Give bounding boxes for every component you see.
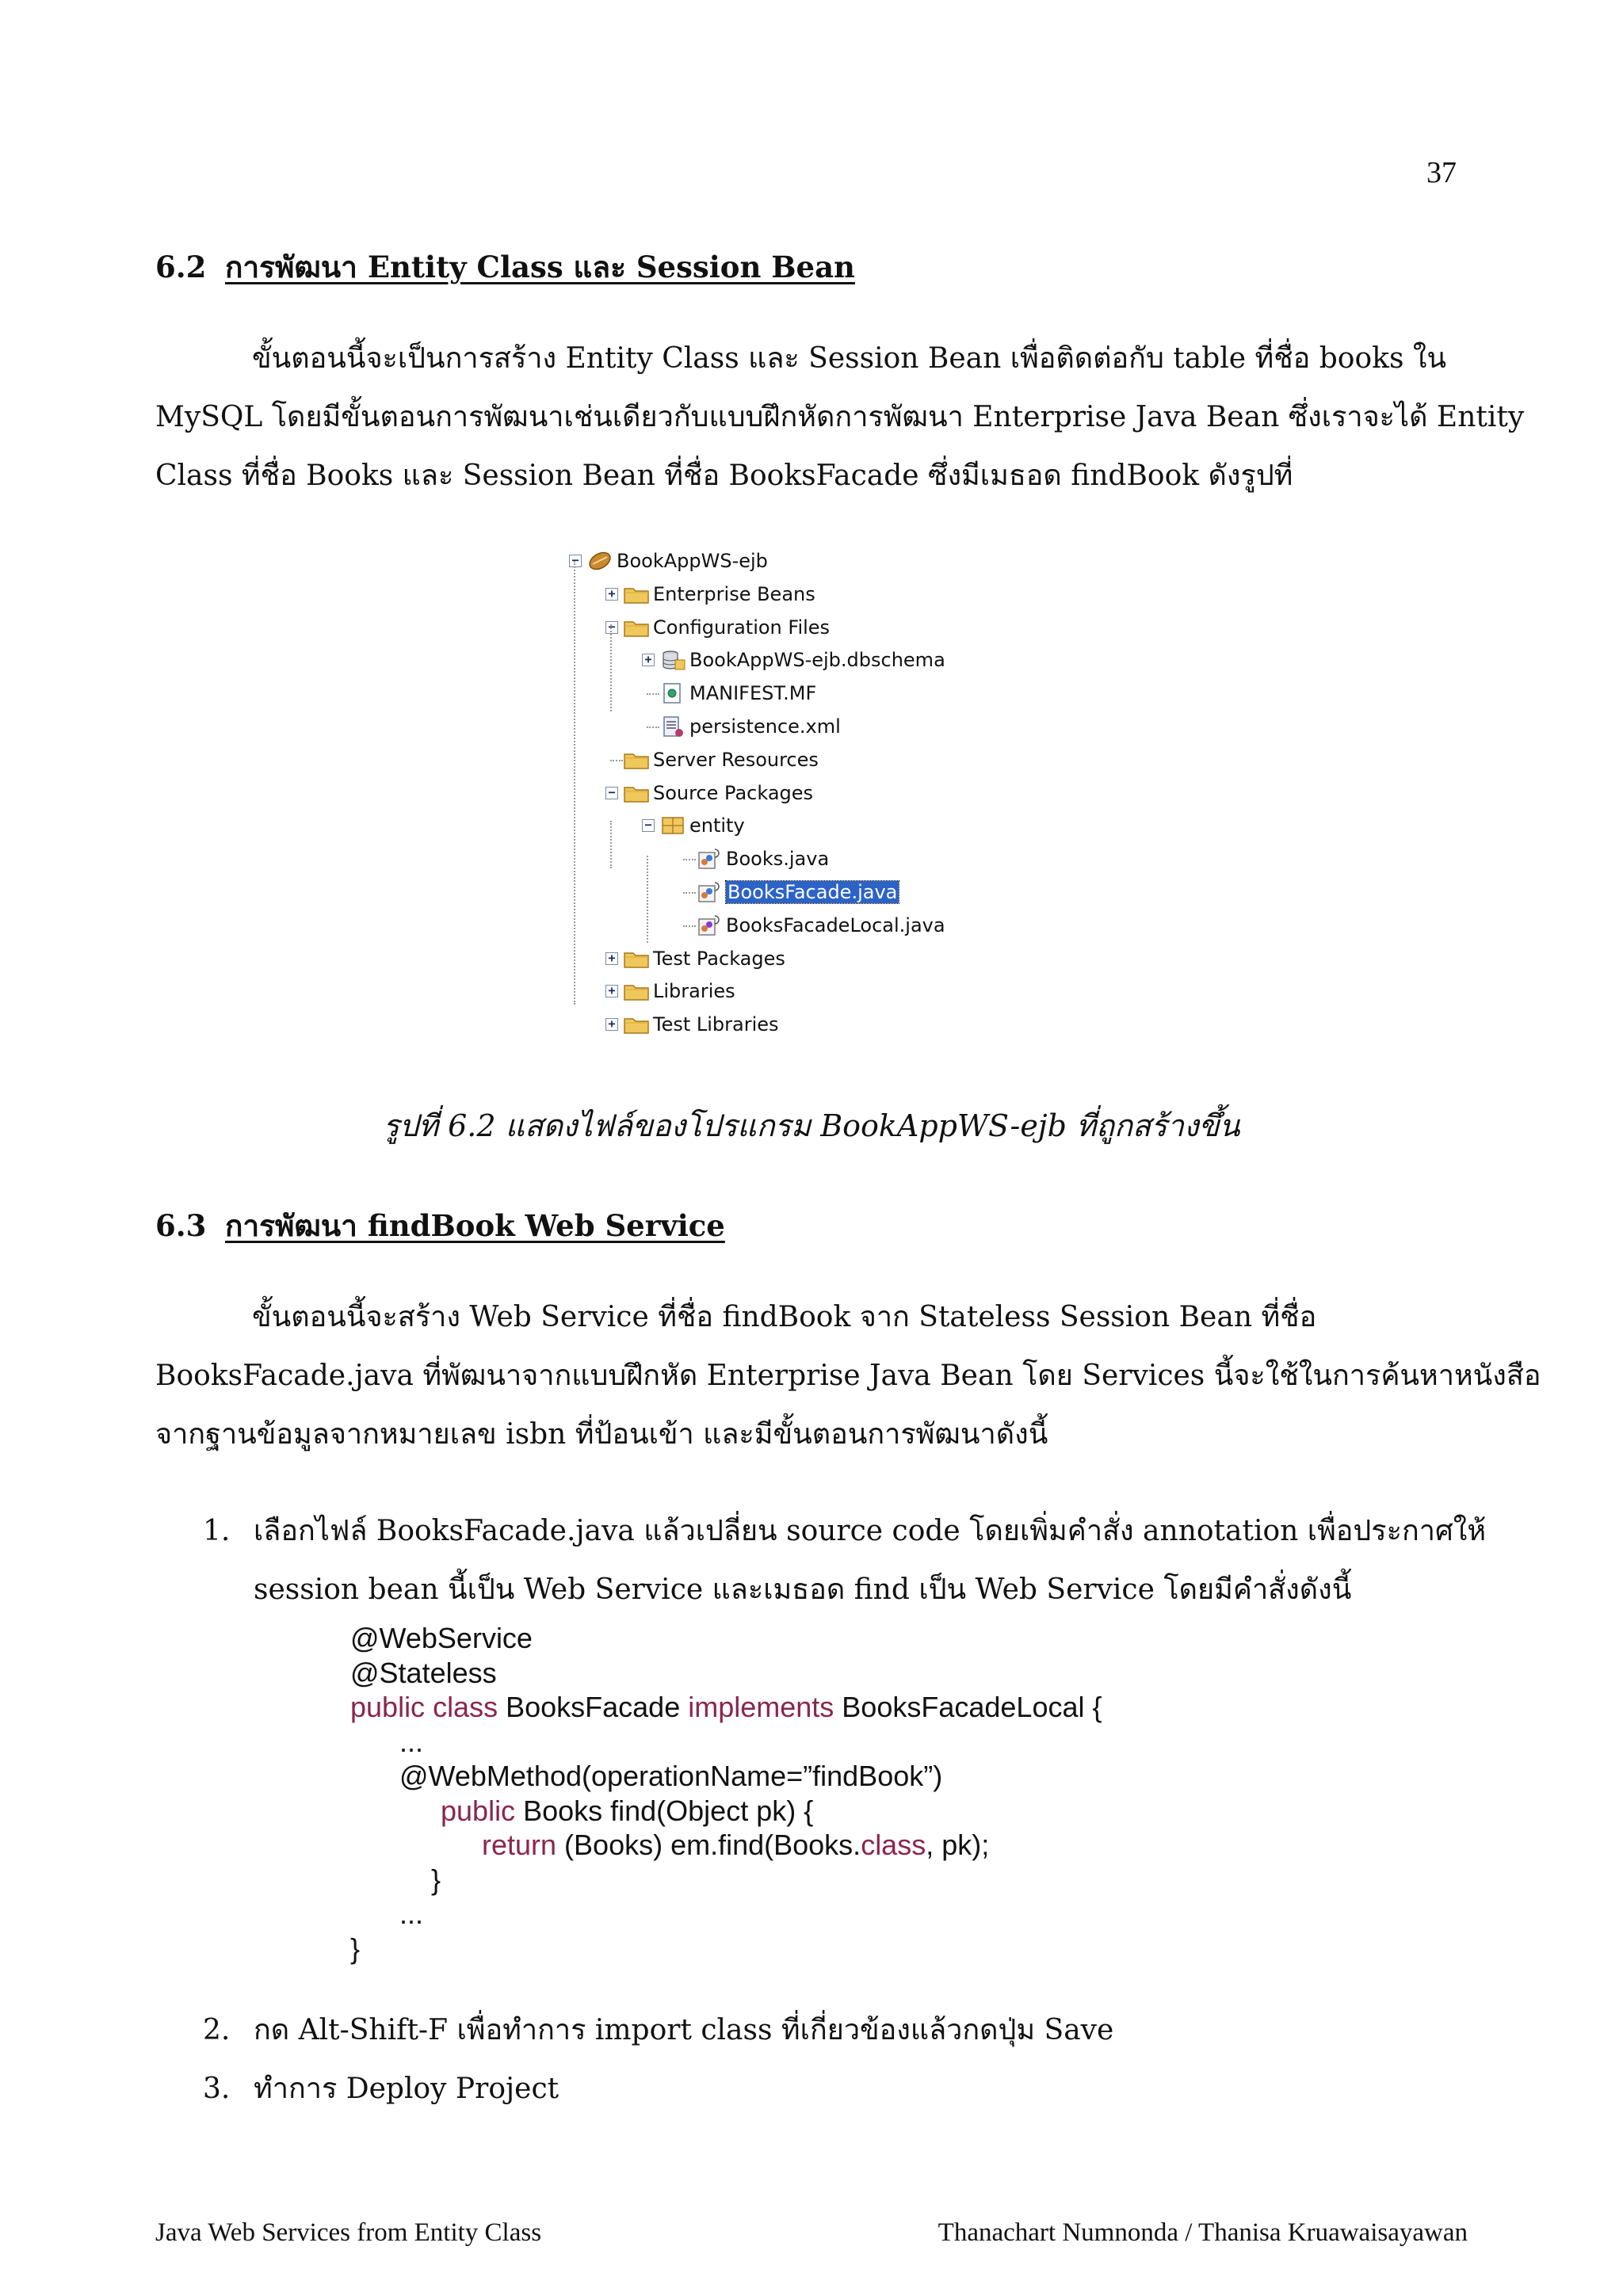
tree-node[interactable] [605,777,970,809]
tree-guide-line [610,624,612,711]
tree-node[interactable] [605,578,970,610]
tree-node[interactable] [642,810,1006,841]
tree-node-label: Test Libraries [653,1013,779,1036]
code-line: } [431,1863,441,1896]
tree-connector [647,693,659,695]
collapse-icon[interactable]: − [569,555,582,567]
step-text: ทำการ Deploy Project [254,2073,559,2105]
figure-caption: รูปที่ 6.2 แสดงไฟล์ของโปรแกรม BookAppWS-ejb ที่ถูกสร้างขึ้น [383,1108,1240,1143]
expand-icon[interactable]: + [605,1018,618,1031]
code-keyword: implements [688,1691,834,1723]
tree-node-label: Books.java [726,848,830,871]
step-text: กด Alt-Shift-F เพื่อทำการ import class ที่เกี่ยวข้องแล้วกดปุ่ม Save [254,2014,1114,2046]
section-6-2-heading [155,244,855,291]
code-keyword: return [482,1829,557,1861]
tree-node-label: Enterprise Beans [653,582,815,605]
tree-node[interactable] [605,1009,970,1040]
page-number: 37 [1426,156,1457,189]
expand-icon[interactable]: + [605,588,618,601]
step-2 [203,2001,1471,2060]
paragraph-line: จากฐานข้อมูลจากหมายเลข isbn ที่ป้อนเข้า และมีขั้นตอนการพัฒนาดังนี้ [155,1418,1048,1451]
code-keyword: class [861,1829,926,1861]
section-6-3-heading [155,1203,725,1249]
java-class-icon [696,848,723,870]
java-class-icon [696,881,723,903]
section-number: 6.3 [155,1208,207,1243]
folder-source-icon [623,782,650,804]
tree-node[interactable] [605,744,970,776]
footer-authors: Thanachart Numnonda / Thanisa Kruawaisayawan [938,2218,1468,2247]
collapse-icon[interactable]: − [642,819,655,832]
code-line: ... [399,1725,424,1758]
step-number: 3. [203,2073,231,2105]
dbschema-icon [659,649,686,671]
tree-node-label: BooksFacade.java [727,881,898,903]
tree-connector [610,760,623,761]
tree-node[interactable] [605,943,970,974]
tree-node-label: Configuration Files [653,616,831,639]
code-line [350,1828,1102,1863]
tree-connector [647,727,659,728]
step-3 [203,2060,1471,2119]
tree-node-label: Libraries [653,980,735,1003]
tree-node-label: MANIFEST.MF [689,682,817,705]
code-text: , pk); [926,1829,990,1861]
tree-guide-line [610,821,612,868]
code-text: BooksFacade [498,1691,689,1723]
folder-beans-icon [623,583,650,605]
tree-node-label: BookAppWS-ejb [617,550,768,572]
code-text: Books find(Object pk) { [515,1794,814,1827]
tree-node[interactable] [642,711,1006,742]
step-text: session bean นี้เป็น Web Service และเมธอด find เป็น Web Service โดยมีคำสั่งดังนี้ [254,1573,1352,1606]
folder-server-icon [623,749,650,771]
folder-test-icon [623,948,650,970]
section-title: การพัฒนา Entity Class และ Session Bean [225,250,855,284]
paragraph-line: BooksFacade.java ที่พัฒนาจากแบบฝึกหัด Enterprise Java Bean โดย Services นี้จะใช้ในการค้นหาหนังสือ [155,1360,1541,1392]
folder-library-icon [623,980,650,1002]
tree-node-label: entity [689,814,745,837]
code-line [350,1794,1102,1829]
xml-file-icon [659,715,686,738]
section-title: การพัฒนา findBook Web Service [225,1208,725,1243]
code-keyword: public [441,1794,516,1827]
code-line: ... [399,1897,424,1930]
code-line: @WebService [350,1622,533,1654]
code-keyword: public class [350,1691,498,1723]
manifest-icon [659,682,686,704]
tree-node-label: Source Packages [653,781,814,804]
step-number: 1. [203,1515,231,1547]
tree-node-label: Server Resources [653,748,819,771]
project-file-tree [569,545,965,1043]
code-line: } [350,1932,361,1965]
tree-node[interactable] [605,612,970,643]
folder-config-icon [623,616,650,639]
tree-node-label: Test Packages [653,947,785,970]
tree-connector [683,925,696,927]
package-icon [659,814,686,837]
tree-node[interactable] [569,545,934,577]
step-number: 2. [203,2014,231,2046]
paragraph-line: Class ที่ชื่อ Books และ Session Bean ที่ชื่อ BooksFacade ซึ่งมีเมธอด findBook ดังรูปที่ [155,460,1293,492]
expand-icon[interactable]: + [605,952,618,965]
tree-guide-line [574,561,575,1005]
expand-icon[interactable]: + [642,654,655,666]
code-line [350,1690,1102,1725]
step-text: เลือกไฟล์ BooksFacade.java แล้วเปลี่ยน source code โดยเพิ่มคำสั่ง annotation เพื่อประกาศให้ [254,1515,1487,1547]
code-text: BooksFacadeLocal { [834,1691,1102,1723]
step-1 [203,1502,1487,1629]
tree-node[interactable] [678,876,1043,908]
tree-node[interactable] [605,975,970,1007]
project-bean-icon [586,550,613,572]
folder-library-icon [623,1013,650,1035]
tree-node-label: BooksFacadeLocal.java [726,913,945,936]
paragraph-line: ขั้นตอนนี้จะเป็นการสร้าง Entity Class และ Session Bean เพื่อติดต่อกับ table ที่ชื่อ books ใน [252,342,1447,375]
collapse-icon[interactable]: − [605,787,618,799]
expand-icon[interactable]: + [605,985,618,997]
tree-connector [683,892,696,894]
tree-connector [683,859,696,860]
code-text: (Books) em.find(Books. [556,1829,861,1861]
tree-node-label: BookAppWS-ejb.dbschema [689,649,945,672]
section-number: 6.2 [155,250,207,284]
tree-node-label: persistence.xml [689,715,841,738]
paragraph-line: ขั้นตอนนี้จะสร้าง Web Service ที่ชื่อ findBook จาก Stateless Session Bean ที่ชื่อ [252,1301,1317,1333]
paragraph-line: MySQL โดยมีขั้นตอนการพัฒนาเช่นเดียวกับแบบฝึกหัดการพัฒนา Enterprise Java Bean ซึ่งเราจะได้ Entity [155,401,1525,433]
tree-node[interactable] [642,677,1006,709]
java-interface-icon [696,914,723,936]
tree-node[interactable] [678,910,1043,941]
tree-node[interactable] [678,843,1043,875]
code-line: @WebMethod(operationName=”findBook”) [399,1760,943,1792]
footer-title: Java Web Services from Entity Class [155,2218,542,2247]
tree-node[interactable] [642,644,1006,676]
tree-guide-line [647,856,648,943]
code-block [350,1621,1102,1966]
code-line: @Stateless [350,1656,497,1689]
collapse-icon[interactable]: − [605,621,618,634]
